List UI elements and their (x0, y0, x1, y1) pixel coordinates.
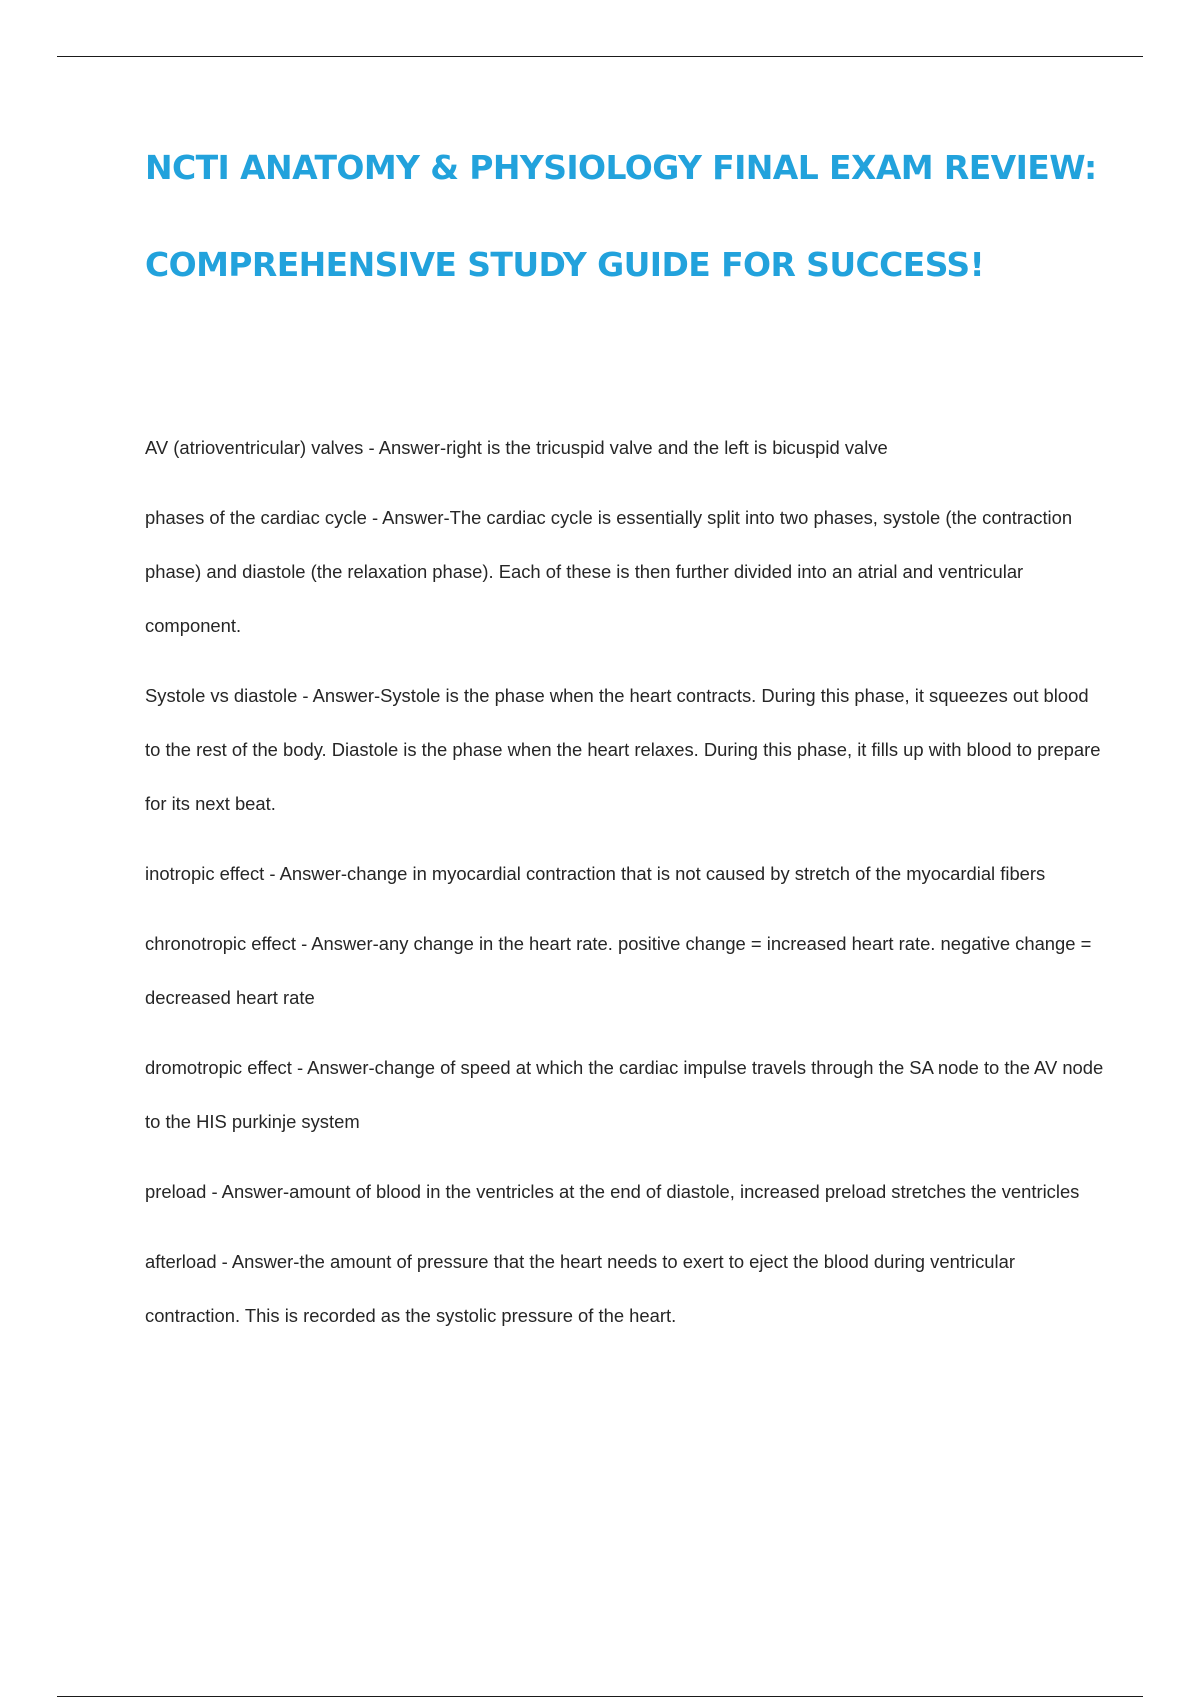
qa-entry: preload - Answer-amount of blood in the ventricles at the end of diastole, increased preload stretches the ventricles (145, 1181, 1080, 1202)
document-title-line-1: NCTI ANATOMY & PHYSIOLOGY FINAL EXAM REVIEW: (145, 148, 1097, 187)
qa-entry: chronotropic effect - Answer-any change in the heart rate. positive change = increased heart rate. negative change = decreased heart rate (145, 933, 1092, 1008)
header-rule (57, 56, 1143, 57)
qa-entry: AV (atrioventricular) valves - Answer-right is the tricuspid valve and the left is bicuspid valve (145, 437, 888, 458)
qa-entry: afterload - Answer-the amount of pressure that the heart needs to exert to eject the blood during ventricular contraction. This is recorded as the systolic pressure of the heart. (145, 1251, 1015, 1326)
qa-entry: inotropic effect - Answer-change in myocardial contraction that is not caused by stretch of the myocardial fibers (145, 863, 1046, 884)
footer-rule (57, 1696, 1143, 1697)
document-title-line-2: COMPREHENSIVE STUDY GUIDE FOR SUCCESS! (145, 245, 985, 284)
qa-entry: Systole vs diastole - Answer-Systole is the phase when the heart contracts. During this phase, it squeezes out blood to the rest of the body. Diastole is the phase when the heart relaxes. During this phase, it fills up with blood to prepare for its next beat. (145, 685, 1101, 814)
qa-entry: dromotropic effect - Answer-change of speed at which the cardiac impulse travels through the SA node to the AV node to the HIS purkinje system (145, 1057, 1104, 1132)
qa-entry: phases of the cardiac cycle - Answer-The cardiac cycle is essentially split into two phases, systole (the contraction phase) and diastole (the relaxation phase). Each of these is then further divided into an atrial and ventricular component. (145, 507, 1073, 636)
qa-entry-list (145, 421, 1105, 1359)
